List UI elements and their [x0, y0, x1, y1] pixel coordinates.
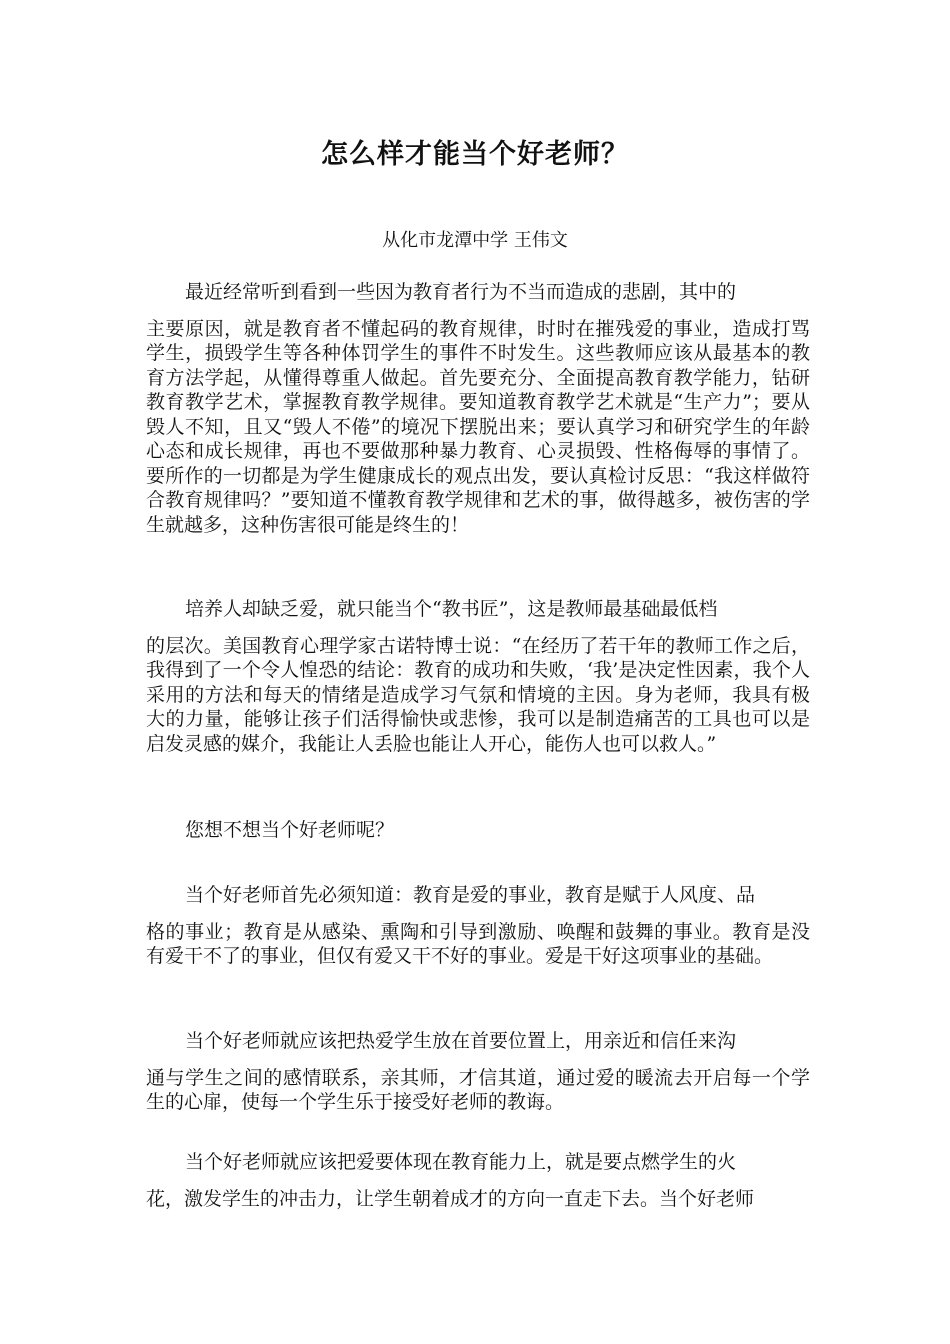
author-byline: 从化市龙潭中学 王伟文: [382, 230, 568, 251]
paragraph-first-line: 最近经常听到看到一些因为教育者行为不当而造成的悲剧，其中的: [185, 281, 737, 303]
paragraph-6: [146, 1150, 810, 1211]
paragraph-body: 格的事业；教育是从感染、熏陶和引导到激励、唤醒和鼓舞的事业。教育是没有爱干不了的事业，但仅有爱又干不好的事业。爱是干好这项事业的基础。: [146, 920, 810, 967]
paragraph-body: 通与学生之间的感情联系，亲其师，才信其道，通过爱的暖流去开启每一个学生的心扉，使每一个学生乐于接受好老师的教诲。: [146, 1066, 810, 1113]
paragraph-first-line: 当个好老师首先必须知道：教育是爱的事业，教育是赋于人风度、品: [185, 884, 756, 906]
paragraph-first-line: 当个好老师就应该把爱要体现在教育能力上，就是要点燃学生的火: [185, 1151, 737, 1173]
paragraph-body: 的层次。美国教育心理学家古诺特博士说：“在经历了若干年的教师工作之后，我得到了一个令人惶恐的结论：教育的成功和失败，‘我’是决定性因素，我个人采用的方法和每天的情绪是造成学习气氛和情境的主因。身为老师，我具有极大的力量，能够让孩子们活得愉快或悲惨，我可以是制造痛苦的工具也可以是启发灵感的媒介，我能让人丢脸也能让人开心，能伤人也可以救人。”: [146, 634, 810, 755]
paragraph-first-line: 您想不想当个好老师呢？: [185, 819, 395, 841]
paragraph-4: [146, 883, 810, 969]
paragraph-1: [146, 280, 810, 537]
paragraph-2: [146, 597, 810, 756]
paragraph-body: 主要原因，就是教育者不懂起码的教育规律，时时在摧残爱的事业，造成打骂学生，损毁学生等各种体罚学生的事件不时发生。这些教师应该从最基本的教育方法学起，从懂得尊重人做起。首先要充分、全面提高教育教学能力，钻研教育教学艺术，掌握教育教学规律。要知道教育教学艺术就是“生产力”；要从毁人不知，且又“毁人不倦”的境况下摆脱出来；要认真学习和研究学生的年龄心态和成长规律，再也不要做那种暴力教育、心灵损毁、性格侮辱的事情了。要所作的一切都是为学生健康成长的观点出发，要认真检讨反思：“我这样做符合教育规律吗？”要知道不懂教育教学规律和艺术的事，做得越多，被伤害的学生就越多，这种伤害很可能是终生的！: [146, 317, 810, 536]
page-title: 怎么样才能当个好老师？: [321, 139, 629, 170]
paragraph-5: [146, 1029, 810, 1115]
paragraph-3: [146, 818, 810, 843]
paragraph-body: 花，激发学生的冲击力，让学生朝着成才的方向一直走下去。当个好老师: [146, 1187, 755, 1210]
paragraph-first-line: 培养人却缺乏爱，就只能当个“教书匠”，这是教师最基础最低档: [185, 598, 718, 620]
paragraph-first-line: 当个好老师就应该把热爱学生放在首要位置上，用亲近和信任来沟: [185, 1030, 737, 1052]
